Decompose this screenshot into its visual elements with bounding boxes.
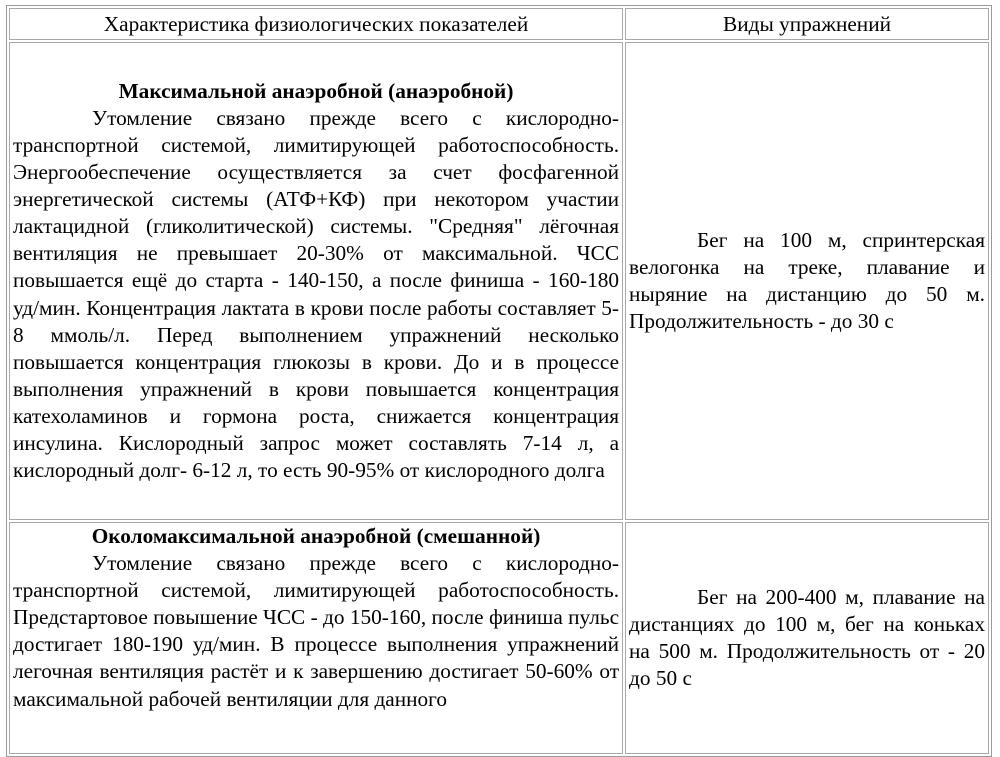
section-description: Утомление связано прежде всего с кислородно-транспортной системой, лимитирующей работоспособность. Предстартовое повышение ЧСС - до 150-160, после финиша пульс достигает 180-190 уд/мин. В процессе выполнения упражнений легочная вентиляция растёт и к завершению достигает 50-60% от максимальной рабочей вентиляции для данного [13,551,620,711]
header-exercises: Виды упражнений [625,8,989,40]
table-row [9,42,989,520]
exercises-cell: Бег на 200-400 м, плавание на дистанциях до 100 м, бег на коньках на 500 м. Продолжительность от - 20 до 50 с [625,522,989,754]
section-description: Утомление связано прежде всего с кислородно-транспортной системой, лимитирующей работоспособность. Энергообеспечение осуществляется за счет фосфагенной энергетической системы (АТФ+КФ) при некотором участии лактацидной (гликолитической) системы. "Средняя" лёгочная вентиляция не превышает 20-30% от максимальной. ЧСС повышается ещё до старта - 140-150, а после финиша - 160-180 уд/мин. Концентрация лактата в крови после работы составляет 5-8 ммоль/л. Перед выполнением упражнений несколько повышается концентрация глюкозы в крови. До и в процессе выполнения упражнений в крови повышается концентрация катехоламинов и гормона роста, снижается концентрация инсулина. Кислородный запрос может составлять 7-14 л, а кислородный долг- 6-12 л, то есть 90-95% от кислородного долга [13,105,620,483]
header-characteristics: Характеристика физиологических показателей [9,8,623,40]
section-title: Максимальной анаэробной (анаэробной) [118,78,514,103]
exercise-zones-table [6,5,992,757]
exercises-cell: Бег на 100 м, спринтерская велогонка на треке, плавание и ныряние на дистанцию до 50 м. Продолжительность - до 30 с [625,42,989,520]
table-row [9,522,989,754]
characteristics-cell [9,42,623,520]
characteristics-cell [9,522,623,754]
section-title: Околомаксимальной анаэробной (смешанной) [91,524,541,548]
table-header-row [9,8,989,40]
